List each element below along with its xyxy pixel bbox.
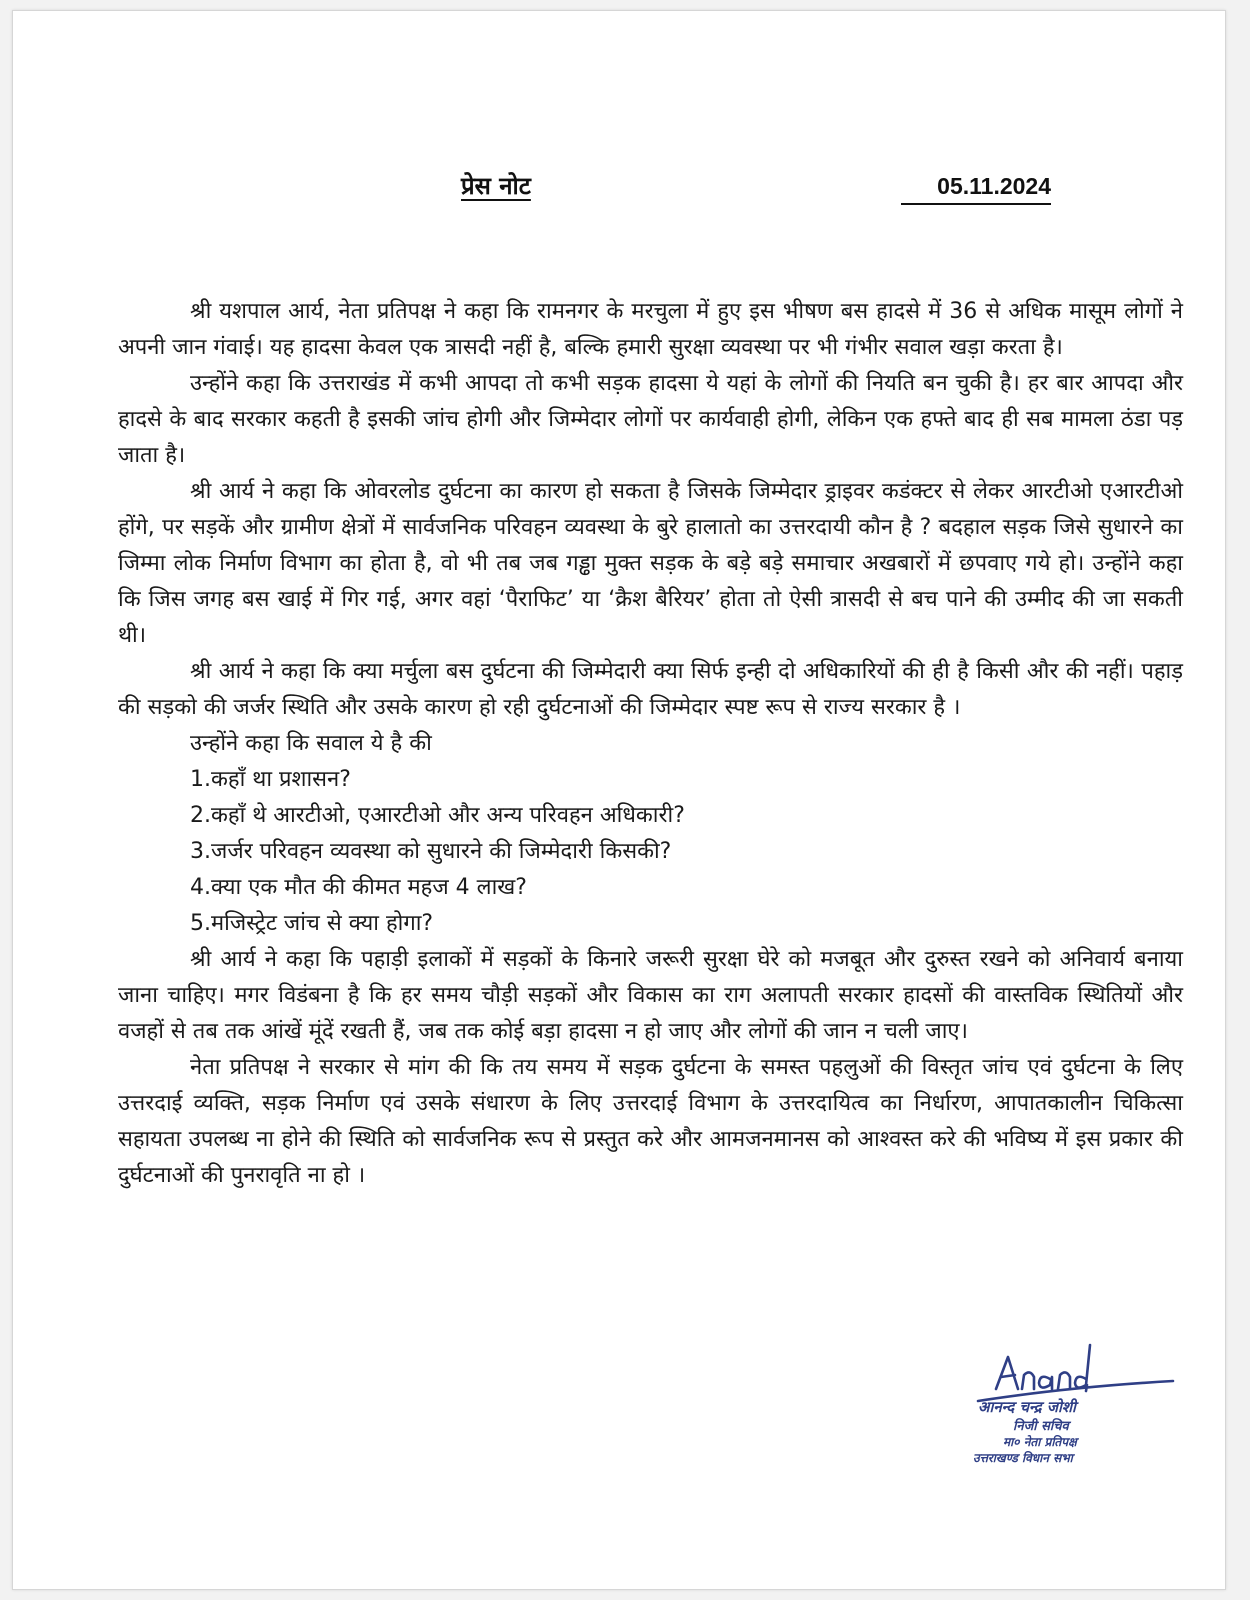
signatory-role-1: निजी सचिव [1013, 1419, 1069, 1434]
paragraph-5: श्री आर्य ने कहा कि पहाड़ी इलाकों में सड़कों के किनारे जरूरी सुरक्षा घेरे को मजबूत और दुरुस्त रखने को अनिवार्य बनाया जाना चाहिए। मगर विडंबना है कि हर समय चौड़ी सड़कों और विकास का राग अलापती सरकार हादसों की वास्तविक स्थितियों और वजहों से तब तक आंखें मूंदें रखती हैं, जब तक कोई बड़ा हादसा न हो जाए और लोगों की जान न चली जाए। [118, 947, 1183, 1044]
question-item: 5.मजिस्ट्रेट जांच से क्या होगा? [190, 911, 434, 936]
question-item: 2.कहाँ थे आरटीओ, एआरटीओ और अन्य परिवहन अधिकारी? [190, 803, 685, 828]
document-date: 05.11.2024 [901, 173, 1051, 205]
paragraph-6: नेता प्रतिपक्ष ने सरकार से मांग की कि तय समय में सड़क दुर्घटना के समस्त पहलुओं की विस्तृत जांच एवं दुर्घटना के लिए उत्तरदाई व्यक्ति, सड़क निर्माण एवं उसके संधारण के लिए उत्तरदाई विभाग के उत्तरदायित्व का निर्धारण, आपातकालीन चिकित्सा सहायता उपलब्ध ना होने की स्थिति को सार्वजनिक रूप से प्रस्तुत करे और आमजनमानस को आश्वस्त करे की भविष्य में इस प्रकार की दुर्घटनाओं की पुनरावृति ना हो । [118, 1055, 1183, 1188]
paragraph-1: श्री यशपाल आर्य, नेता प्रतिपक्ष ने कहा कि रामनगर के मरचुला में हुए इस भीषण बस हादसे में 36 से अधिक मासूम लोगों ने अपनी जान गंवाई। यह हादसा केवल एक त्रासदी नहीं है, बल्कि हमारी सुरक्षा व्यवस्था पर भी गंभीर सवाल खड़ा करता है। [118, 299, 1183, 360]
signatory-name: आनन्द चन्द्र जोशी [978, 1398, 1076, 1416]
document-title: प्रेस नोट [461, 172, 531, 200]
press-note-page [12, 10, 1226, 1590]
questions-intro: उन्होंने कहा कि सवाल ये है की [190, 731, 432, 756]
question-item: 4.क्या एक मौत की कीमत महज 4 लाख? [190, 875, 527, 900]
question-item: 1.कहाँ था प्रशासन? [190, 767, 351, 792]
signature-stamp [948, 1341, 1188, 1471]
paragraph-2: उन्होंने कहा कि उत्तराखंड में कभी आपदा तो कभी सड़क हादसा ये यहां के लोगों की नियति बन चुकी है। हर बार आपदा और हादसे के बाद सरकार कहती है इसकी जांच होगी और जिम्मेदार लोगों पर कार्यवाही होगी, लेकिन एक हफ्ते बाद ही सब मामला ठंडा पड़ जाता है। [118, 371, 1183, 468]
signatory-role-3: उत्तराखण्ड विधान सभा [973, 1451, 1073, 1465]
paragraph-4: श्री आर्य ने कहा कि क्या मर्चुला बस दुर्घटना की जिम्मेदारी क्या सिर्फ इन्ही दो अधिकारियों की ही है किसी और की नहीं। पहाड़ की सड़को की जर्जर स्थिति और उसके कारण हो रही दुर्घटनाओं की जिम्मेदार स्पष्ट रूप से राज्य सरकार है । [118, 659, 1183, 720]
question-item: 3.जर्जर परिवहन व्यवस्था को सुधारने की जिम्मेदारी किसकी? [190, 839, 672, 864]
paragraph-3: श्री आर्य ने कहा कि ओवरलोड दुर्घटना का कारण हो सकता है जिसके जिम्मेदार ड्राइवर कडंक्टर से लेकर आरटीओ एआरटीओ होंगे, पर सड़कें और ग्रामीण क्षेत्रों में सार्वजनिक परिवहन व्यवस्था के बुरे हालातो का उत्तरदायी कौन है ? बदहाल सड़क जिसे सुधारने का जिम्मा लोक निर्माण विभाग का होता है, वो भी तब जब गड्ढा मुक्त सड़क के बड़े बड़े समाचार अखबारों में छपवाए गये हो। उन्होंने कहा कि जिस जगह बस खाई में गिर गई, अगर वहां ‘पैराफिट’ या ‘क्रैश बैरियर’ होता तो ऐसी त्रासदी से बच पाने की उम्मीद की जा सकती थी। [118, 479, 1183, 648]
document-body [118, 294, 1183, 1194]
signatory-role-2: मा० नेता प्रतिपक्ष [1003, 1435, 1077, 1449]
questions-list [118, 762, 1183, 942]
